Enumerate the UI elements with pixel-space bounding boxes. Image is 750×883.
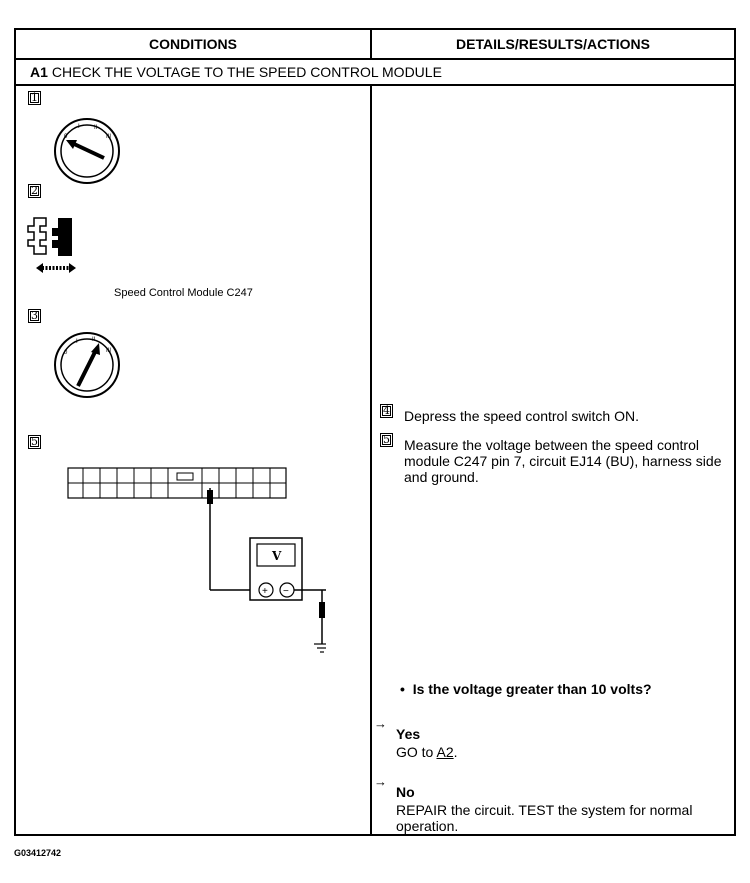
svg-text:II: II	[92, 337, 96, 343]
step-number-2: 2	[28, 184, 41, 198]
yes-action	[396, 744, 458, 760]
svg-text:+: +	[262, 586, 268, 597]
connector-disconnect-icon	[20, 212, 90, 282]
step-id: A1	[30, 64, 48, 80]
svg-text:I: I	[78, 124, 80, 130]
yes-label: Yes	[396, 726, 421, 742]
step-number-3: 3	[28, 309, 41, 323]
yes-arrow-icon: →	[374, 716, 387, 731]
step-number-5-right: 5	[380, 433, 393, 447]
step-number-1: 1	[28, 91, 41, 105]
step-5-text: Measure the voltage between the speed control module C247 pin 7, circuit EJ14 (BU), harness side and ground.	[404, 437, 722, 485]
ignition-switch-off-icon	[52, 116, 122, 186]
step-4-text: Depress the speed control switch ON.	[404, 408, 639, 424]
voltage-question	[400, 681, 730, 697]
bullet-icon: •	[400, 681, 413, 697]
step-number-5-left: 5	[28, 435, 41, 449]
step-title-text: CHECK THE VOLTAGE TO THE SPEED CONTROL MODULE	[51, 64, 442, 80]
connector-caption: Speed Control Module C247	[114, 287, 253, 299]
svg-text:III: III	[106, 348, 112, 354]
step-number-4: 4	[380, 404, 393, 418]
no-action: REPAIR the circuit. TEST the system for normal operation.	[396, 802, 693, 834]
details-header: DETAILS/RESULTS/ACTIONS	[456, 36, 650, 52]
diagnostic-table	[14, 28, 736, 836]
svg-text:0: 0	[64, 134, 68, 140]
svg-text:II: II	[94, 125, 98, 131]
step-title	[16, 60, 734, 84]
yes-suffix: .	[453, 744, 458, 760]
no-arrow-icon: →	[374, 774, 387, 789]
svg-text:V: V	[272, 549, 282, 563]
title-divider	[16, 84, 734, 86]
svg-text:I: I	[76, 339, 78, 345]
column-divider	[370, 30, 372, 58]
column-divider-lower	[370, 84, 372, 834]
ignition-switch-on-icon	[52, 330, 122, 400]
figure-code: G03412742	[14, 848, 62, 858]
link-a2[interactable]: A2	[436, 744, 454, 760]
svg-text:0: 0	[64, 350, 68, 356]
conditions-header: CONDITIONS	[149, 36, 237, 52]
svg-text:III: III	[106, 134, 112, 140]
svg-text:−: −	[283, 586, 289, 597]
no-label: No	[396, 784, 415, 800]
voltage-measurement-diagram	[66, 464, 326, 664]
question-text: Is the voltage greater than 10 volts?	[412, 681, 652, 697]
yes-action-prefix: GO to	[396, 744, 434, 760]
